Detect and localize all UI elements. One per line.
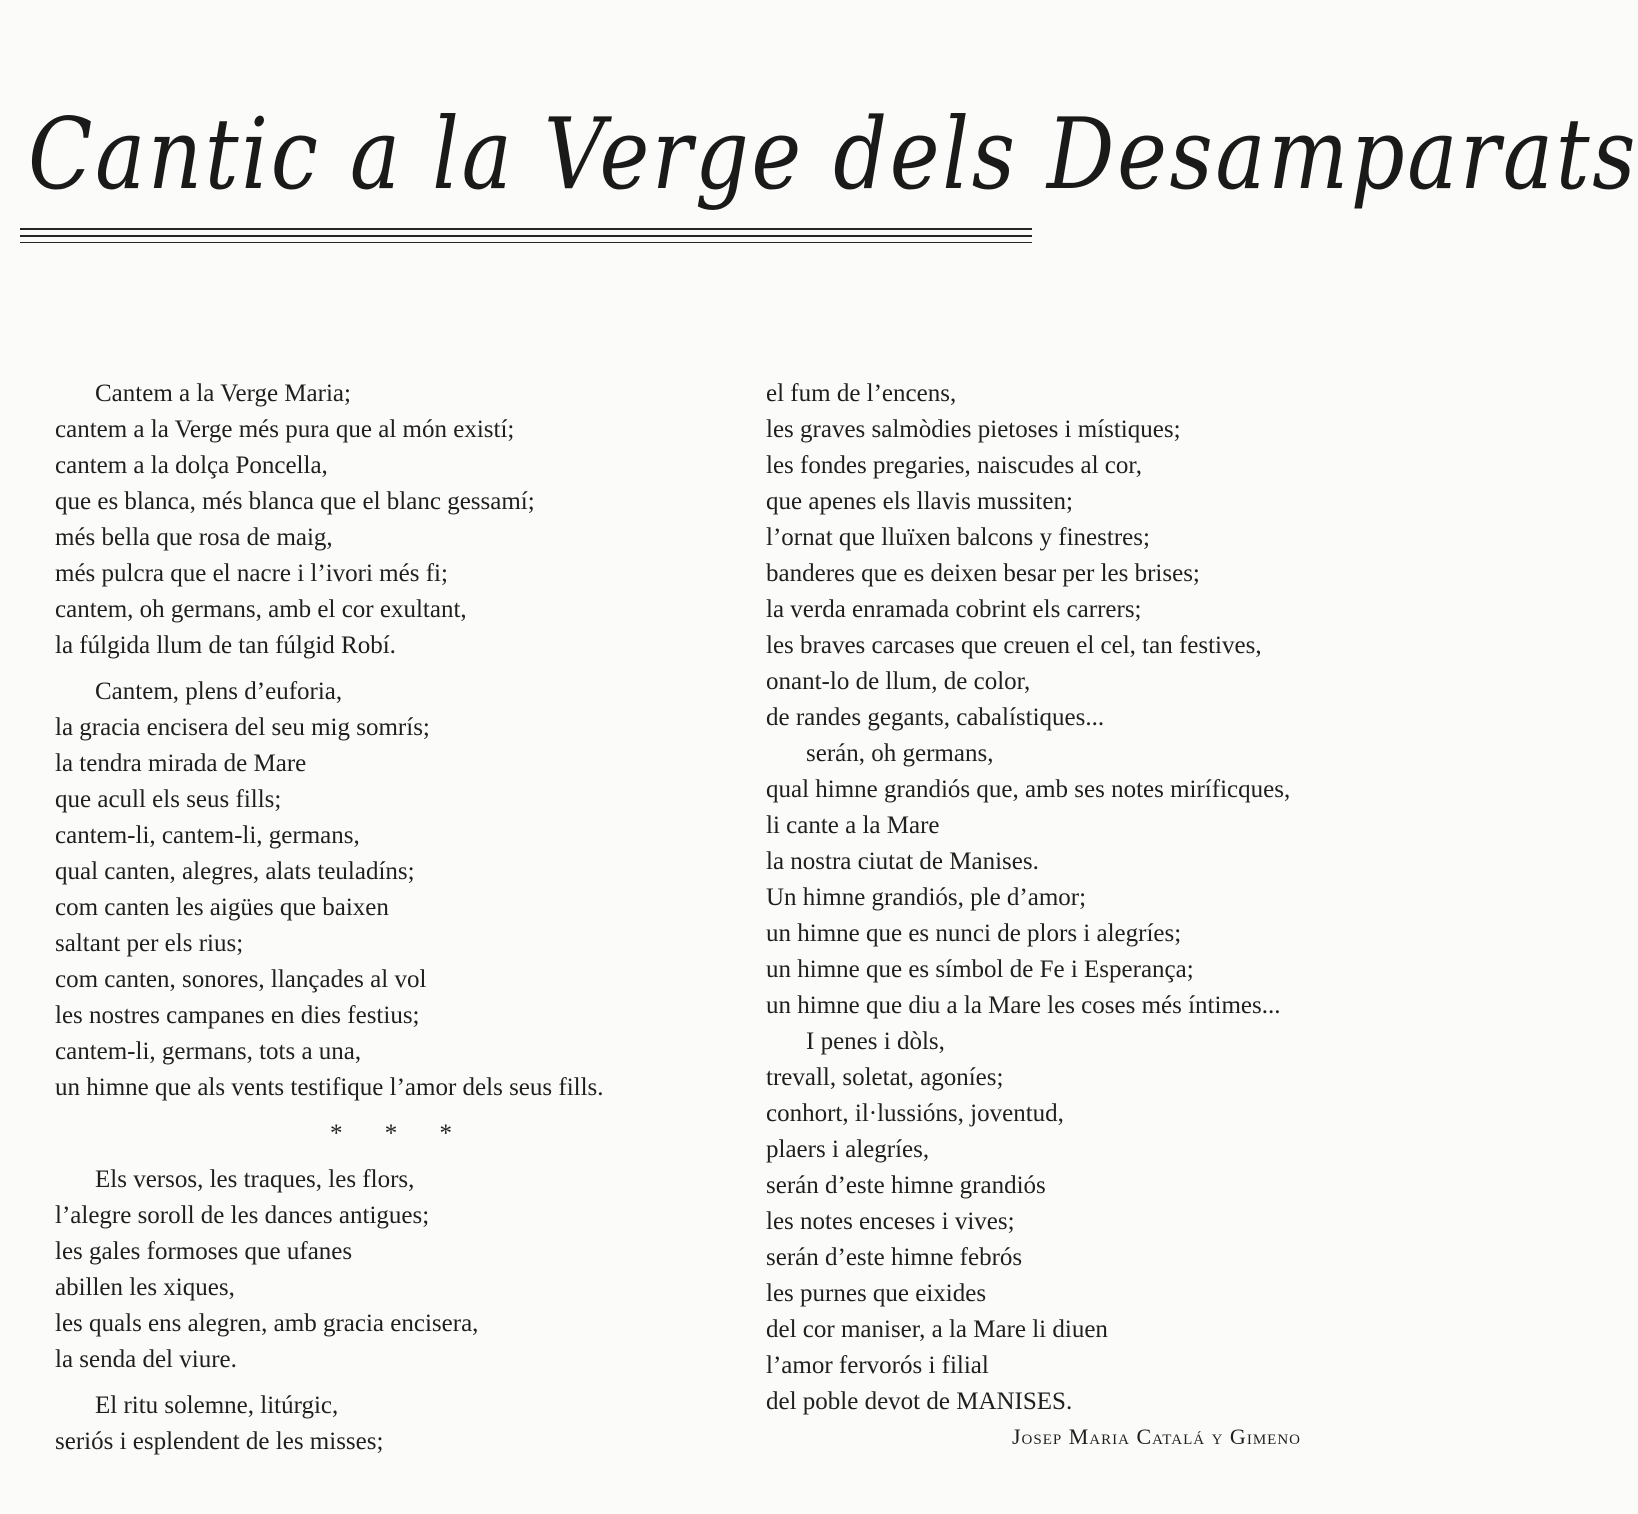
verse-line: seriós i esplendent de les misses; — [55, 1428, 384, 1455]
verse-line: cantem a la dolça Poncella, — [55, 452, 328, 479]
verse-line: la gracia encisera del seu mig somrís; — [55, 714, 430, 741]
verse-line: Cantem a la Verge Maria; — [95, 380, 351, 407]
verse-line: conhort, il·lussións, joventud, — [766, 1100, 1064, 1127]
verse-line: serán, oh germans, — [806, 740, 994, 767]
verse-line: més pulcra que el nacre i l’ivori més fi; — [55, 560, 448, 587]
verse-line: la senda del viure. — [55, 1346, 237, 1373]
section-separator: * * * — [330, 1120, 470, 1147]
verse-line: un himne que es símbol de Fe i Esperança; — [766, 956, 1194, 983]
verse-line: que acull els seus fills; — [55, 786, 282, 813]
verse-line: les braves carcases que creuen el cel, tan festives, — [766, 632, 1262, 659]
verse-line: les purnes que eixides — [766, 1280, 987, 1307]
verse-line: banderes que es deixen besar per les brises; — [766, 560, 1200, 587]
verse-line: la tendra mirada de Mare — [55, 750, 307, 777]
verse-line: onant-lo de llum, de color, — [766, 668, 1031, 695]
verse-line: trevall, soletat, agoníes; — [766, 1064, 1004, 1091]
verse-line: cantem a la Verge més pura que al món existí; — [55, 416, 515, 443]
verse-line: com canten les aigües que baixen — [55, 894, 389, 921]
verse-line: qual canten, alegres, alats teuladíns; — [55, 858, 415, 885]
verse-line: que apenes els llavis mussiten; — [766, 488, 1073, 515]
stanza — [55, 1388, 715, 1460]
verse-line: saltant per els rius; — [55, 930, 244, 957]
verse-line: un himne que als vents testifique l’amor dels seus fills. — [55, 1074, 604, 1101]
verse-line: del cor maniser, a la Mare li diuen — [766, 1316, 1108, 1343]
title-underline — [20, 242, 1032, 243]
verse-line: les quals ens alegren, amb gracia encisera, — [55, 1310, 479, 1337]
verse-line: les nostres campanes en dies festius; — [55, 1002, 420, 1029]
title-block — [20, 80, 1638, 280]
verse-line: Cantem, plens d’euforia, — [95, 678, 343, 705]
verse-line: més bella que rosa de maig, — [55, 524, 333, 551]
verse-line: el fum de l’encens, — [766, 380, 957, 407]
title-underline — [20, 228, 1032, 230]
verse-line: cantem-li, cantem-li, germans, — [55, 822, 360, 849]
stanza — [55, 674, 715, 1106]
verse-line: I penes i dòls, — [806, 1028, 945, 1055]
author-signature: Josep Maria Catalá y Gimeno — [1012, 1424, 1301, 1449]
verse-line: que es blanca, més blanca que el blanc gessamí; — [55, 488, 535, 515]
verse-line: les gales formoses que ufanes — [55, 1238, 353, 1265]
verse-line: un himne que diu a la Mare les coses més íntimes... — [766, 992, 1281, 1019]
stanza — [766, 736, 1426, 1024]
verse-line: l’alegre soroll de les dances antigues; — [55, 1202, 430, 1229]
stanza — [55, 1162, 715, 1378]
verse-line: plaers i alegríes, — [766, 1136, 930, 1163]
right-column — [766, 376, 1426, 1420]
verse-line: les notes enceses i vives; — [766, 1208, 1015, 1235]
verse-line: Un himne grandiós, ple d’amor; — [766, 884, 1087, 911]
stanza — [55, 376, 715, 664]
verse-line: l’ornat que lluïxen balcons y finestres; — [766, 524, 1150, 551]
verse-line: l’amor fervorós i filial — [766, 1352, 989, 1379]
stanza — [766, 376, 1426, 736]
left-column — [55, 376, 715, 1460]
verse-line: li cante a la Mare — [766, 812, 940, 839]
verse-line: cantem, oh germans, amb el cor exultant, — [55, 596, 467, 623]
verse-line: la nostra ciutat de Manises. — [766, 848, 1039, 875]
verse-line: de randes gegants, cabalístiques... — [766, 704, 1105, 731]
poem-title: Cantic a la Verge dels Desamparats — [28, 98, 1638, 212]
verse-line: abillen les xiques, — [55, 1274, 235, 1301]
verse-line: la fúlgida llum de tan fúlgid Robí. — [55, 632, 396, 659]
verse-line: qual himne grandiós que, amb ses notes miríficques, — [766, 776, 1291, 803]
verse-line: la verda enramada cobrint els carrers; — [766, 596, 1142, 623]
verse-line: les fondes pregaries, naiscudes al cor, — [766, 452, 1142, 479]
stanza — [766, 1024, 1426, 1420]
verse-line: un himne que es nunci de plors i alegríes; — [766, 920, 1182, 947]
title-underline — [20, 235, 1032, 237]
verse-line: del poble devot de MANISES. — [766, 1388, 1073, 1415]
verse-line: serán d’este himne grandiós — [766, 1172, 1046, 1199]
verse-line: El ritu solemne, litúrgic, — [95, 1392, 339, 1419]
verse-line: com canten, sonores, llançades al vol — [55, 966, 427, 993]
verse-line: serán d’este himne febrós — [766, 1244, 1023, 1271]
verse-line: Els versos, les traques, les flors, — [95, 1166, 415, 1193]
verse-line: les graves salmòdies pietoses i místiques; — [766, 416, 1181, 443]
verse-line: cantem-li, germans, tots a una, — [55, 1038, 362, 1065]
